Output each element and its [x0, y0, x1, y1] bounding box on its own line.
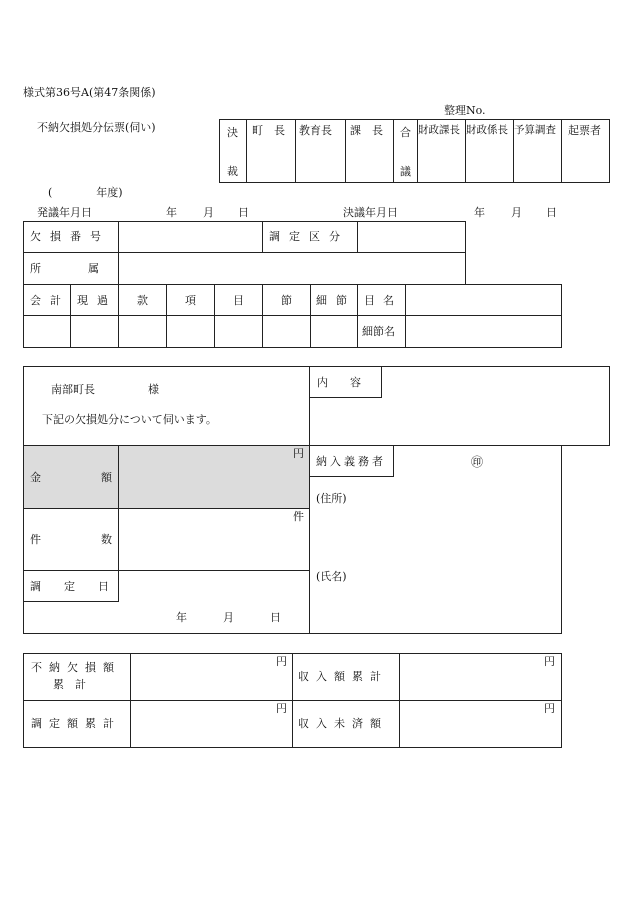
ketsugi-year: 年: [474, 206, 485, 219]
chotei-bi-day: 日: [270, 611, 281, 624]
ketsugi-date-label: 決議年月日: [343, 206, 398, 219]
moku-label: 目: [233, 294, 244, 307]
approver-mayor: 町 長: [252, 124, 285, 137]
hatsugi-date-label: 発議年月日: [37, 206, 92, 219]
hatsugi-year: 年: [166, 206, 177, 219]
approver-section-chief: 課 長: [350, 124, 383, 137]
kingaku-label: 金額: [30, 471, 172, 484]
shuunyu-mizumi-label: 収入未済額: [298, 717, 388, 730]
hatsugi-month: 月: [203, 206, 214, 219]
genka-label: 現過: [77, 294, 117, 307]
funo-kesson-yen: 円: [276, 655, 287, 668]
ko-label: 項: [185, 294, 196, 307]
seiri-no-label: 整理No.: [444, 104, 486, 117]
nonyu-gimusha-label: 納入義務者: [316, 455, 386, 468]
chotei-ruikei-yen: 円: [276, 702, 287, 715]
gogi-label-2: 議: [400, 165, 411, 178]
hatsugi-day: 日: [238, 206, 249, 219]
gogi-label-1: 合: [400, 126, 411, 139]
fiscal-year: ( 年度): [48, 186, 123, 199]
approver-finance-chief: 財政課長: [418, 124, 460, 136]
approver-superintendent: 教育長: [299, 124, 332, 137]
addressee-sama: 様: [148, 383, 159, 396]
request-body: 下記の欠損処分について伺います。: [42, 413, 217, 426]
approver-drafter: 起票者: [568, 124, 601, 137]
naiyo-label: 内 容: [317, 376, 361, 389]
funo-kesson-label-1: 不納欠損額: [31, 661, 121, 674]
saisetsu-label: 細節: [316, 294, 356, 307]
seal-mark: ㊞: [471, 455, 484, 469]
kaikei-label: 会計: [30, 294, 70, 307]
setsu-label: 節: [281, 294, 292, 307]
approver-budget: 予算調査: [514, 124, 556, 136]
kessai-label-2: 裁: [227, 165, 238, 178]
shozoku-label: 所属: [30, 262, 146, 275]
funo-kesson-label-2: 累 計: [53, 678, 86, 691]
form-number: 様式第36号A(第47条関係): [23, 86, 156, 99]
ketsugi-day: 日: [546, 206, 557, 219]
ketsugi-month: 月: [511, 206, 522, 219]
shuunyu-mizumi-yen: 円: [544, 702, 555, 715]
kessai-label-1: 決: [227, 126, 238, 139]
chotei-bi-year: 年: [176, 611, 187, 624]
chotei-kubun-label: 調定区分: [269, 230, 349, 243]
kensu-ken: 件: [293, 510, 304, 523]
kensu-label: 件数: [30, 533, 172, 546]
mokumei-label: 目名: [364, 294, 402, 307]
kingaku-yen: 円: [293, 447, 304, 460]
saisetsumei-label: 細節名: [362, 325, 395, 338]
kesson-bango-label: 欠損番号: [30, 230, 110, 243]
chotei-bi-label: 調定日: [30, 580, 132, 593]
shimei-label: (氏名): [316, 570, 347, 583]
approver-finance-subchief: 財政係長: [466, 124, 508, 136]
addressee: 南部町長: [51, 383, 95, 396]
shuunyu-ruikei-label: 収入額累計: [298, 670, 388, 683]
form-title: 不納欠損処分伝票(伺い): [37, 121, 156, 134]
chotei-ruikei-label: 調定額累計: [31, 717, 121, 730]
shuunyu-ruikei-yen: 円: [544, 655, 555, 668]
kan-label: 款: [137, 294, 148, 307]
jusho-label: (住所): [316, 492, 347, 505]
chotei-bi-month: 月: [223, 611, 234, 624]
